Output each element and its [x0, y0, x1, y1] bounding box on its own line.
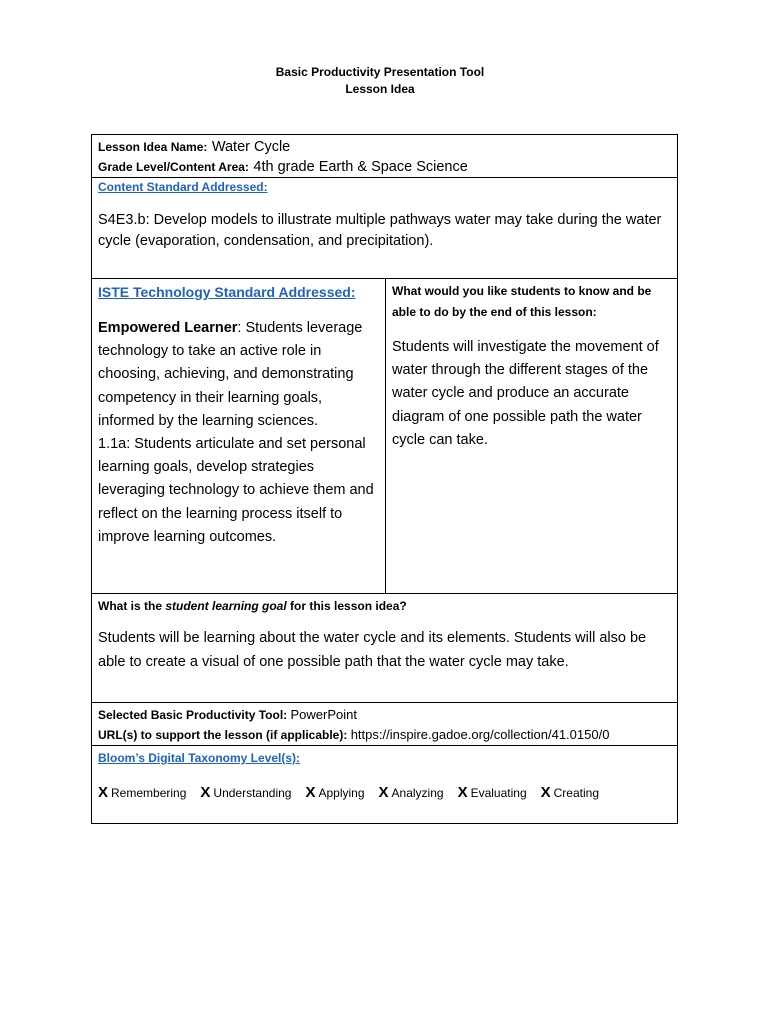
checkmark-x-icon: X [540, 784, 551, 801]
checkmark-x-icon: X [305, 784, 316, 801]
content-standard-row [92, 178, 677, 279]
checkmark-x-icon: X [457, 784, 468, 801]
bloom-level-label: Understanding [213, 786, 292, 800]
grade-level-line [98, 157, 671, 177]
url-line [98, 725, 671, 745]
bloom-levels-list [98, 784, 671, 801]
bloom-level-label: Analyzing [391, 786, 444, 800]
iste-standard-subtext: 1.1a: Students articulate and set personal learning goals, develop strategies leveraging technology to achieve them and reflect on the learning process itself to improve learning outcomes. [98, 436, 374, 545]
bloom-level-label: Remembering [111, 786, 187, 800]
content-standard-heading: Content Standard Addressed: [98, 180, 268, 194]
iste-standard-text: : Students leverage technology to take an active role in choosing, achieving, and demonstrating competency in their learning goals, informed by the learning sciences. [98, 320, 363, 429]
iste-standard-body [98, 317, 379, 549]
grade-level-value: 4th grade Earth & Space Science [253, 159, 468, 175]
page-header [0, 64, 760, 98]
learning-goal-question [98, 596, 671, 616]
bloom-taxonomy-row [92, 746, 677, 823]
iste-standard-term: Empowered Learner [98, 320, 238, 336]
content-standard-text: S4E3.b: Develop models to illustrate multiple pathways water may take during the water cycle (evaporation, condensation, and precipitation). [98, 212, 662, 249]
iste-standard-cell [92, 279, 386, 593]
tool-line [98, 705, 671, 725]
standards-objectives-row [92, 279, 677, 594]
tool-value: PowerPoint [290, 707, 357, 722]
grade-level-label: Grade Level/Content Area: [98, 160, 249, 174]
tool-url-row [92, 703, 677, 746]
learning-goal-q-emphasis: student learning goal [165, 599, 287, 613]
checkmark-x-icon: X [200, 784, 211, 801]
bloom-level-label: Creating [553, 786, 599, 800]
lesson-name-line [98, 137, 671, 157]
bloom-level-analyzing [379, 784, 444, 801]
document-subtitle: Lesson Idea [345, 82, 415, 96]
objectives-answer: Students will investigate the movement of water through the different stages of the water cycle and produce an accurate diagram of one possible path the water cycle can take. [392, 339, 659, 448]
url-value[interactable]: https://inspire.gadoe.org/collection/41.0150/0 [350, 727, 610, 742]
lesson-name-label: Lesson Idea Name: [98, 140, 208, 154]
objectives-cell [386, 279, 677, 593]
bloom-level-creating [541, 784, 599, 801]
iste-standard-heading: ISTE Technology Standard Addressed: [98, 284, 356, 300]
document-title: Basic Productivity Presentation Tool [275, 65, 485, 79]
learning-goal-row [92, 594, 677, 703]
lesson-name-value: Water Cycle [211, 139, 291, 155]
bloom-level-understanding [200, 784, 291, 801]
bloom-level-evaluating [458, 784, 527, 801]
bloom-level-applying [305, 784, 364, 801]
learning-goal-answer: Students will be learning about the water cycle and its elements. Students will also be able to create a visual of one possible path that the water cycle may take. [98, 630, 647, 670]
bloom-level-label: Evaluating [470, 786, 527, 800]
tool-label: Selected Basic Productivity Tool: [98, 708, 288, 722]
url-label: URL(s) to support the lesson (if applicable): [98, 728, 348, 742]
lesson-info-row [92, 135, 677, 178]
bloom-level-remembering [98, 784, 186, 801]
learning-goal-q-suffix: for this lesson idea? [286, 599, 407, 613]
bloom-level-label: Applying [318, 786, 365, 800]
lesson-table [91, 134, 678, 824]
checkmark-x-icon: X [378, 784, 389, 801]
checkmark-x-icon: X [98, 784, 109, 801]
learning-goal-q-prefix: What is the [98, 599, 166, 613]
bloom-taxonomy-heading: Bloom’s Digital Taxonomy Level(s): [98, 751, 301, 765]
objectives-question: What would you like students to know and be able to do by the end of this lesson: [392, 284, 652, 319]
